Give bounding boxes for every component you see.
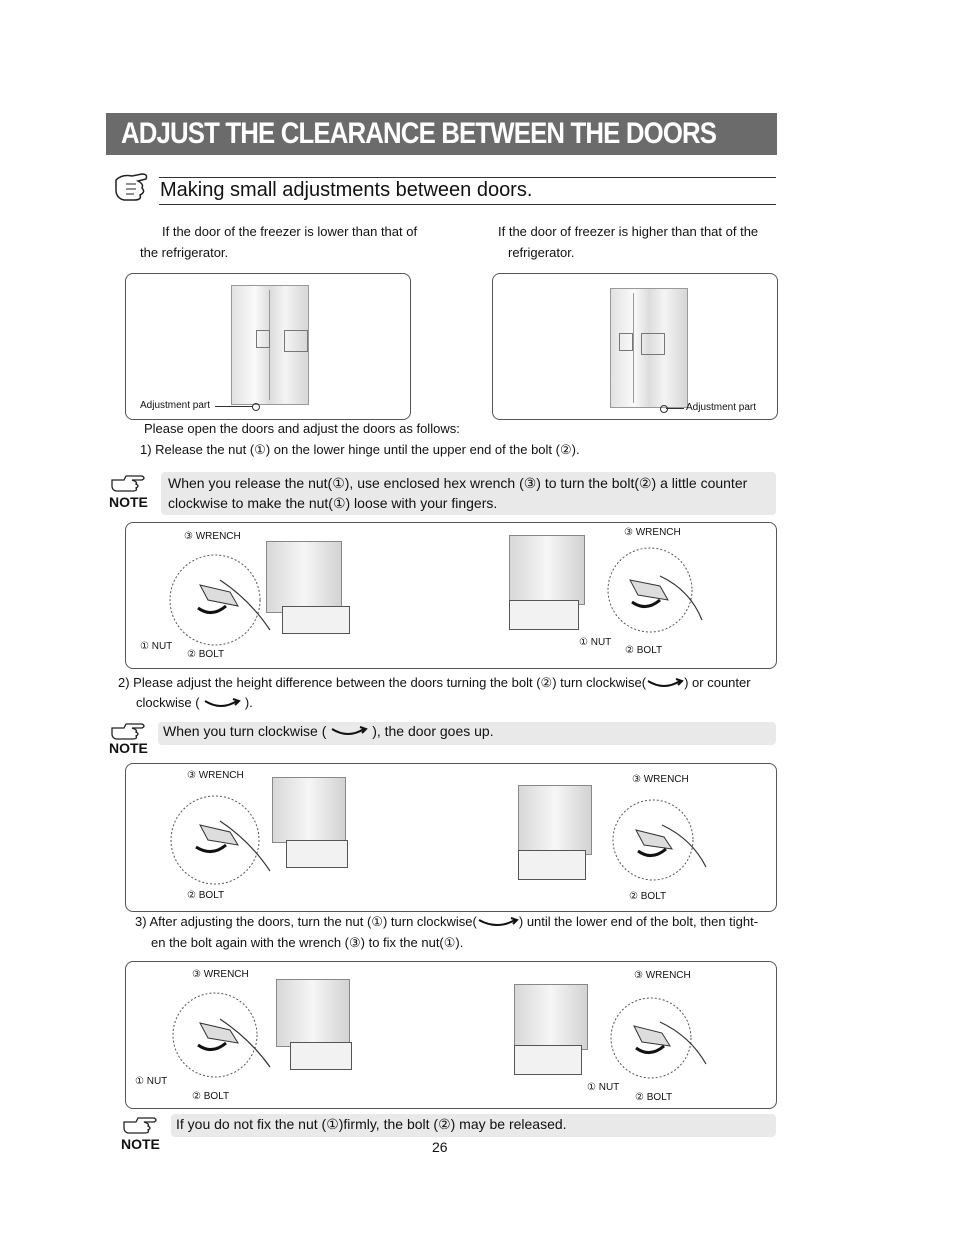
page-number: 26 — [432, 1139, 448, 1155]
refrigerator-image-right — [610, 288, 688, 408]
step-3-text-a: 3) After adjusting the doors, turn the nut (①) turn clockwise( — [135, 914, 477, 929]
clockwise-arrow-icon — [330, 726, 368, 738]
wrench-label: ③ WRENCH — [187, 770, 244, 781]
instruction-intro: Please open the doors and adjust the doors as follows: — [144, 421, 460, 436]
note-2-text-a: When you turn clockwise ( — [163, 723, 327, 739]
note-label: NOTE — [121, 1136, 160, 1152]
intro-left-line2: the refrigerator. — [140, 245, 229, 260]
leader-line-left — [215, 406, 253, 407]
note-label: NOTE — [109, 740, 148, 756]
door-panel-step1-left — [266, 541, 342, 613]
note-3: If you do not fix the nut (①)firmly, the bolt (②) may be released. — [176, 1116, 567, 1132]
hinge-base-step3-left — [290, 1042, 352, 1070]
wrench-label: ③ WRENCH — [192, 969, 249, 980]
hinge-base-step1-left — [282, 606, 350, 634]
door-panel-step3-right — [514, 984, 588, 1050]
adjustment-label-right: Adjustment part — [686, 402, 757, 413]
note-1-line1: When you release the nut(①), use enclosed hex wrench (③) to turn the bolt(②) a little counter — [168, 475, 748, 491]
door-panel-step2-right — [518, 785, 592, 855]
nut-label: ① NUT — [135, 1076, 168, 1087]
leader-line-right — [666, 408, 684, 409]
clockwise-arrow-icon — [477, 917, 519, 929]
door-panel-step1-right — [509, 535, 585, 605]
subtitle-rule-top — [159, 177, 776, 178]
hinge-illustration-step2-left — [160, 785, 290, 890]
intro-right-line1: If the door of freezer is higher than that of the — [498, 224, 759, 239]
hinge-illustration-step2-right — [598, 795, 718, 885]
hinge-illustration-step3-right — [596, 990, 718, 1085]
intro-right-line2: refrigerator. — [508, 245, 575, 260]
bolt-label: ② BOLT — [187, 649, 225, 660]
clockwise-arrow-icon — [646, 678, 684, 690]
step-2-text-c: clockwise ( — [136, 695, 200, 710]
step-1: 1) Release the nut (①) on the lower hinge until the upper end of the bolt (②). — [140, 442, 580, 457]
step-2-text-b: ) or counter — [684, 675, 751, 690]
intro-left-line1: If the door of the freezer is lower than that of — [162, 224, 418, 239]
step-3-line1 — [135, 912, 758, 932]
hinge-base-step3-right — [514, 1045, 582, 1075]
wrench-label: ③ WRENCH — [184, 531, 241, 542]
bolt-label: ② BOLT — [629, 891, 667, 902]
adjustment-marker-right — [660, 405, 668, 413]
step-2-line2 — [136, 693, 253, 713]
wrench-label: ③ WRENCH — [634, 970, 691, 981]
adjustment-marker-left — [252, 403, 260, 411]
wrench-label: ③ WRENCH — [624, 527, 681, 538]
note-1-line2: clockwise to make the nut(①) loose with your fingers. — [168, 495, 498, 511]
door-panel-step2-left — [272, 777, 346, 843]
door-panel-step3-left — [276, 979, 350, 1047]
note-hand-icon — [110, 720, 148, 742]
step-2-line1 — [118, 673, 751, 693]
adjustment-label-left: Adjustment part — [140, 400, 211, 411]
section-subtitle: Making small adjustments between doors. — [160, 179, 533, 201]
step-2-text-d: ). — [244, 695, 253, 710]
hinge-base-step1-right — [509, 600, 579, 630]
hinge-base-step2-left — [286, 840, 348, 868]
hinge-illustration-step1-right — [590, 540, 720, 640]
page-title: ADJUST THE CLEARANCE BETWEEN THE DOORS — [121, 117, 717, 150]
step-2-text-a: 2) Please adjust the height difference between the doors turning the bolt (②) turn clockwise( — [118, 675, 647, 690]
wrench-label: ③ WRENCH — [632, 774, 689, 785]
bolt-label: ② BOLT — [187, 890, 225, 901]
hinge-base-step2-right — [518, 850, 586, 880]
step-3-line2: en the bolt again with the wrench (③) to fix the nut(①). — [151, 935, 464, 950]
note-label: NOTE — [109, 494, 148, 510]
nut-label: ① NUT — [587, 1082, 620, 1093]
bolt-label: ② BOLT — [192, 1091, 230, 1102]
bolt-label: ② BOLT — [635, 1092, 673, 1103]
nut-label: ① NUT — [140, 641, 173, 652]
note-2 — [163, 721, 494, 741]
counter-clockwise-arrow-icon — [203, 698, 241, 710]
nut-label: ① NUT — [579, 637, 612, 648]
hinge-illustration-step3-left — [160, 985, 290, 1085]
note-2-text-b: ), the door goes up. — [372, 723, 494, 739]
hand-pointer-icon — [112, 170, 152, 206]
note-hand-icon — [122, 1114, 160, 1136]
bolt-label: ② BOLT — [625, 645, 663, 656]
note-hand-icon — [110, 472, 148, 494]
refrigerator-image-left — [231, 285, 309, 405]
subtitle-rule-bottom — [159, 204, 776, 205]
step-3-text-b: ) until the lower end of the bolt, then tight- — [518, 914, 759, 929]
